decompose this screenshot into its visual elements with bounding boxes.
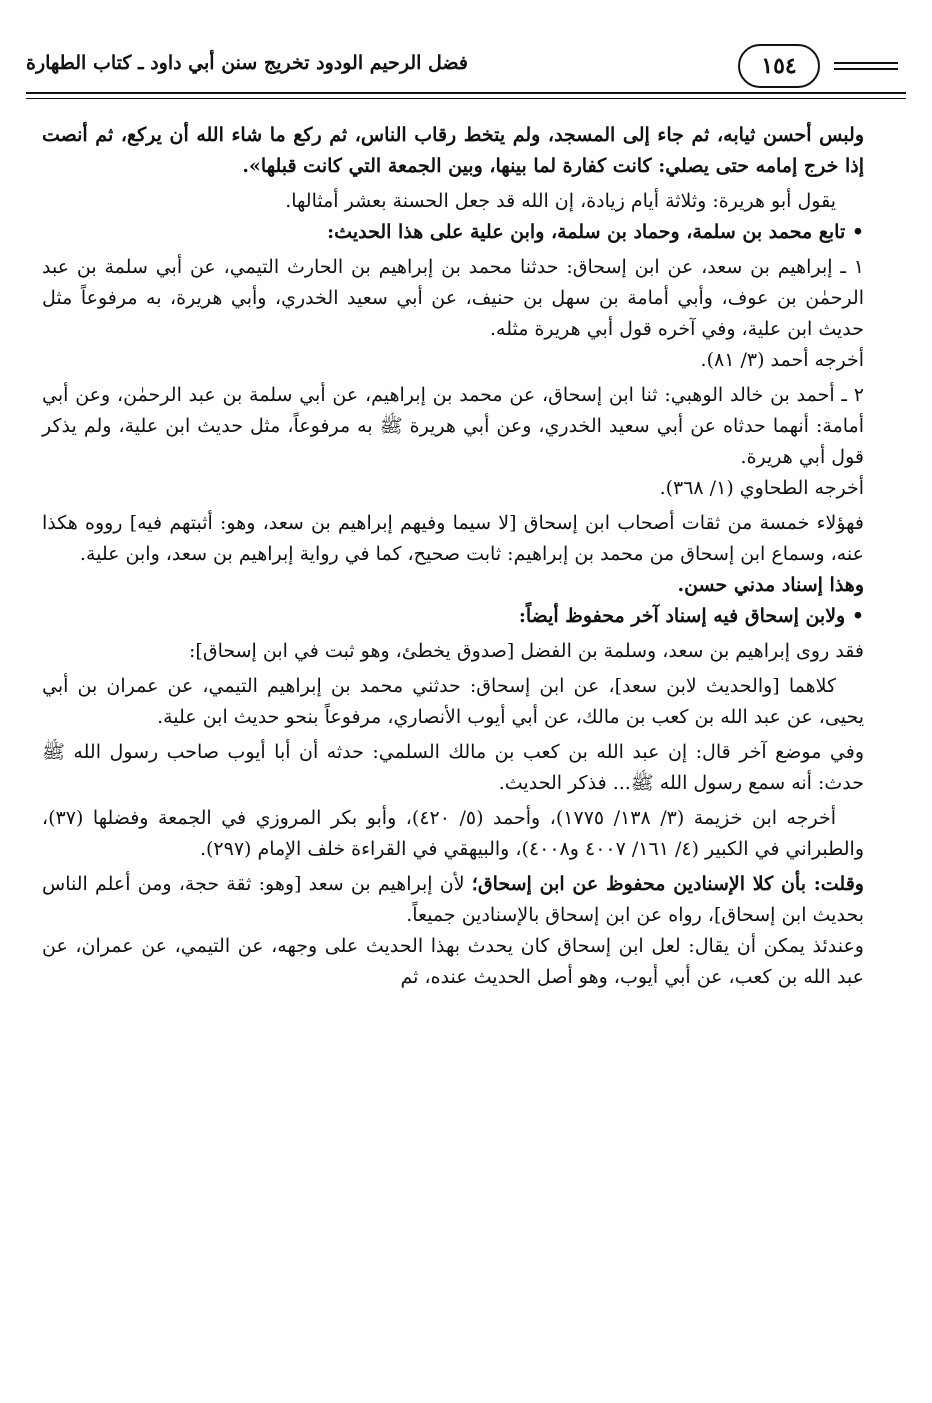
section-heading: • تابع محمد بن سلمة، وحماد بن سلمة، وابن علية على هذا الحديث:: [327, 221, 864, 243]
citation-line: أخرجه الطحاوي (١/ ٣٦٨).: [659, 477, 864, 499]
page-body: [42, 120, 864, 993]
paragraph: فقد روى إبراهيم بن سعد، وسلمة بن الفضل [صدوق يخطئ، وهو ثبت في ابن إسحاق]:: [189, 640, 864, 662]
paragraph-rest: لأن إبراهيم بن سعد [وهو: ثقة حجة، ومن أعلم الناس بحديث ابن إسحاق]، رواه عن ابن إسحاق بالإسنادين جميعاً.: [42, 873, 864, 926]
book-title: فضل الرحيم الودود تخريج سنن أبي داود ـ كتاب الطهارة: [26, 52, 468, 74]
header-divider: [26, 92, 906, 94]
paragraph: [42, 869, 864, 931]
section-heading: • ولابن إسحاق فيه إسناد آخر محفوظ أيضاً:: [518, 605, 864, 627]
bold-lead: وقلت: بأن كلا الإسنادين محفوظ عن ابن إسحاق؛: [471, 873, 864, 895]
header-divider-thin: [26, 98, 906, 99]
citation-paragraph: أخرجه ابن خزيمة (٣/ ١٣٨/ ١٧٧٥)، وأحمد (٥/ ٤٢٠)، وأبو بكر المروزي في الجمعة وفضلها (٣٧)، والطبراني في الكبير (٤/ ١٦١/ ٤٠٠٧ و٤٠٠٨)، والبيهقي في القراءة خلف الإمام (٢٩٧).: [42, 807, 864, 860]
citation-line: أخرجه أحمد (٣/ ٨١).: [700, 349, 864, 371]
paragraph: وفي موضع آخر قال: إن عبد الله بن كعب بن مالك السلمي: حدثه أن أبا أيوب صاحب رسول الله ﷺ حدث: أنه سمع رسول الله ﷺ... فذكر الحديث.: [42, 741, 864, 794]
paragraph: كلاهما [والحديث لابن سعد]، عن ابن إسحاق: حدثني محمد بن إبراهيم التيمي، عن عمران بن أبي يحيى، عن عبد الله بن كعب بن مالك، عن أبي أيوب الأنصاري، مرفوعاً بنحو حديث ابن علية.: [42, 675, 864, 728]
paragraph: فهؤلاء خمسة من ثقات أصحاب ابن إسحاق [لا سيما وفيهم إبراهيم بن سعد، وهو: أثبتهم فيه] رووه هكذا عنه، وسماع ابن إسحاق من محمد بن إبراهيم: ثابت صحيح، كما في رواية إبراهيم بن سعد، وابن علية.: [42, 512, 864, 565]
running-header: [26, 42, 906, 104]
paragraph: وعندئذ يمكن أن يقال: لعل ابن إسحاق كان يحدث بهذا الحديث على وجهه، عن التيمي، عن عمران، عن عبد الله بن كعب، عن أبي أيوب، وهو أصل الحديث عنده، ثم: [42, 935, 864, 988]
narration-paragraph: ١ ـ إبراهيم بن سعد، عن ابن إسحاق: حدثنا محمد بن إبراهيم بن الحارث التيمي، عن أبي سلمة بن عبد الرحمٰن بن عوف، وأبي أمامة بن سهل بن حنيف، عن أبي سعيد الخدري، وأبي هريرة، به مرفوعاً مثل حديث ابن علية، وفي آخره قول أبي هريرة مثله.: [42, 256, 864, 340]
conclusion-line: وهذا إسناد مدني حسن.: [677, 574, 864, 596]
header-ornament-line: [834, 62, 898, 64]
page-number-badge: ١٥٤: [738, 44, 820, 88]
narration-paragraph: ٢ ـ أحمد بن خالد الوهبي: ثنا ابن إسحاق، عن محمد بن إبراهيم، عن أبي سلمة بن عبد الرحمٰن، وعن أبي أمامة: أنهما حدثاه عن أبي سعيد الخدري، وعن أبي هريرة ﷺ به مرفوعاً، مثل حديث ابن علية، ولم يذكر قول أبي هريرة.: [42, 384, 864, 468]
hadith-text-ending: ولبس أحسن ثيابه، ثم جاء إلى المسجد، ولم يتخط رقاب الناس، ثم ركع ما شاء الله أن يركع، ثم أنصت إذا خرج إمامه حتى يصلي: كانت كفارة لما بينها، وبين الجمعة التي كانت قبلها».: [42, 124, 864, 177]
header-ornament-line: [834, 68, 898, 70]
paragraph: يقول أبو هريرة: وثلاثة أيام زيادة، إن الله قد جعل الحسنة بعشر أمثالها.: [285, 190, 836, 212]
